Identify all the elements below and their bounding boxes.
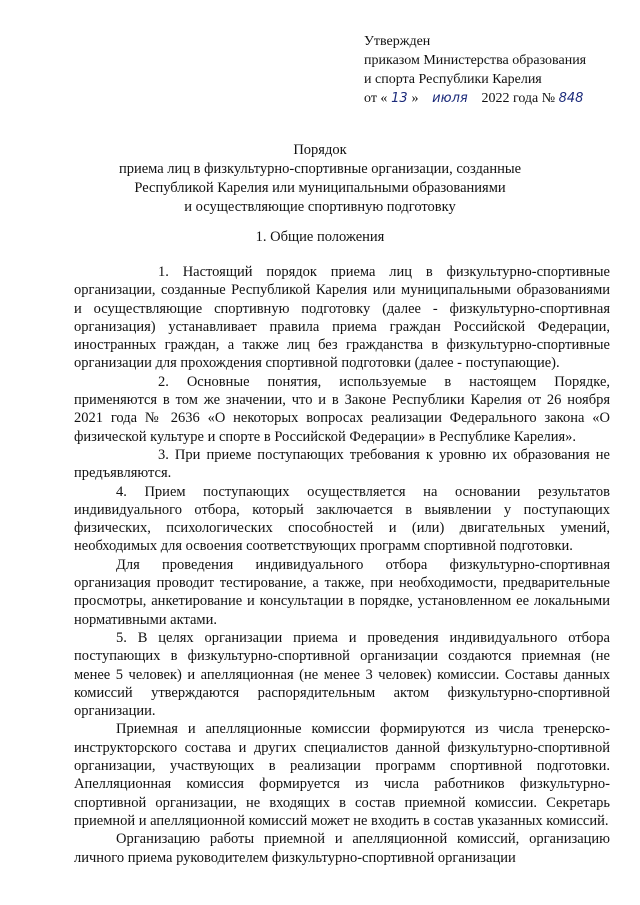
date-prefix: от « <box>364 91 388 106</box>
paragraph-text: Организацию работы приемной и апелляционной комиссий, организацию личного приема руководителем физкультурно-спортивной организации <box>74 831 610 866</box>
approval-date-line <box>364 89 634 108</box>
paragraph-text: Для проведения индивидуального отбора физкультурно-спортивная организация проводит тестирование, а также, при необходимости, предварительные просмотры, анкетирование и консультации в порядке, установленном ее локальными нормативными актами. <box>74 556 610 628</box>
paragraph-text: 4. Прием поступающих осуществляется на основании результатов индивидуального отбора, который заключается в выявлении у поступающих физических, психологических способностей и (или) двигательных умений, необходимых для освоения соответствующих программ спортивной подготовки. <box>74 483 610 555</box>
document-title <box>60 141 580 217</box>
paragraph-3 <box>74 446 610 483</box>
paragraph-1 <box>74 263 610 373</box>
paragraph-5-cont-2 <box>74 830 610 867</box>
paragraph-text: Настоящий порядок приема лиц в физкультурно-спортивные организации, созданные Республикой Карелия или муниципальными образованиями и осуществляющие спортивную подготовку (далее - физкультурно-спортивная организация) устанавливает правила приема граждан Российской Федерации, иностранных граждан, а также лиц без гражданства в физкультурно-спортивные организации для прохождения спортивной подготовки (далее - поступающие). <box>74 264 610 372</box>
paragraph-number: 1. <box>158 264 169 280</box>
title-line-4: и осуществляющие спортивную подготовку <box>184 199 456 215</box>
section-heading: 1. Общие положения <box>255 229 385 245</box>
paragraph-number: 3. <box>158 446 169 463</box>
title-line-1: Порядок <box>293 142 347 158</box>
paragraph-text: При приеме поступающих требования к уровню их образования не предъявляются. <box>74 446 610 482</box>
title-line-3: Республикой Карелия или муниципальными образованиями <box>134 180 506 196</box>
handwritten-day: 13 <box>391 91 408 106</box>
paragraph-2 <box>74 373 610 446</box>
paragraph-text: 5. В целях организации приема и проведения индивидуального отбора поступающих в физкультурно-спортивной организации создаются приемная (не менее 5 человек) и апелляционная (не менее 3 человек) комиссии. Составы данных комиссий утверждаются распорядительным актом физкультурно-спортивной организации. <box>74 629 610 720</box>
paragraph-5-cont <box>74 720 610 830</box>
paragraph-5 <box>74 629 610 720</box>
paragraph-text: Приемная и апелляционные комиссии формируются из числа тренерско-инструкторского состава и других специалистов данной физкультурно-спортивной организации, участвующих в реализации программ спортивной подготовки. Апелляционная комиссия формируется из числа работников физкультурно-спортивной организации, не входящих в состав приемной комиссии. Секретарь приемной и апелляционной комиссий может не входить в состав указанных комиссий. <box>74 721 610 829</box>
approval-line-1: Утвержден <box>364 34 431 49</box>
approval-block <box>364 32 634 108</box>
approval-line-3: и спорта Республики Карелия <box>364 72 542 87</box>
date-close: » <box>411 91 419 106</box>
handwritten-number: 848 <box>558 91 584 106</box>
approval-line-2: приказом Министерства образования <box>364 53 587 68</box>
date-year: 2022 года № <box>481 91 556 106</box>
title-line-2: приема лиц в физкультурно-спортивные организации, созданные <box>118 161 522 177</box>
paragraph-4 <box>74 483 610 556</box>
handwritten-month: июля <box>432 91 468 106</box>
paragraph-number: 2. <box>158 373 169 390</box>
paragraph-text: Основные понятия, используемые в настоящем Порядке, применяются в том же значении, что и в Законе Республики Карелия от 26 ноября 2021 года № 2636 «О некоторых вопросах реализации Федерального закона «О физической культуре и спорте в Российской Федерации» в Республике Карелия». <box>74 373 611 445</box>
document-body <box>74 263 610 867</box>
paragraph-4-cont <box>74 556 610 629</box>
